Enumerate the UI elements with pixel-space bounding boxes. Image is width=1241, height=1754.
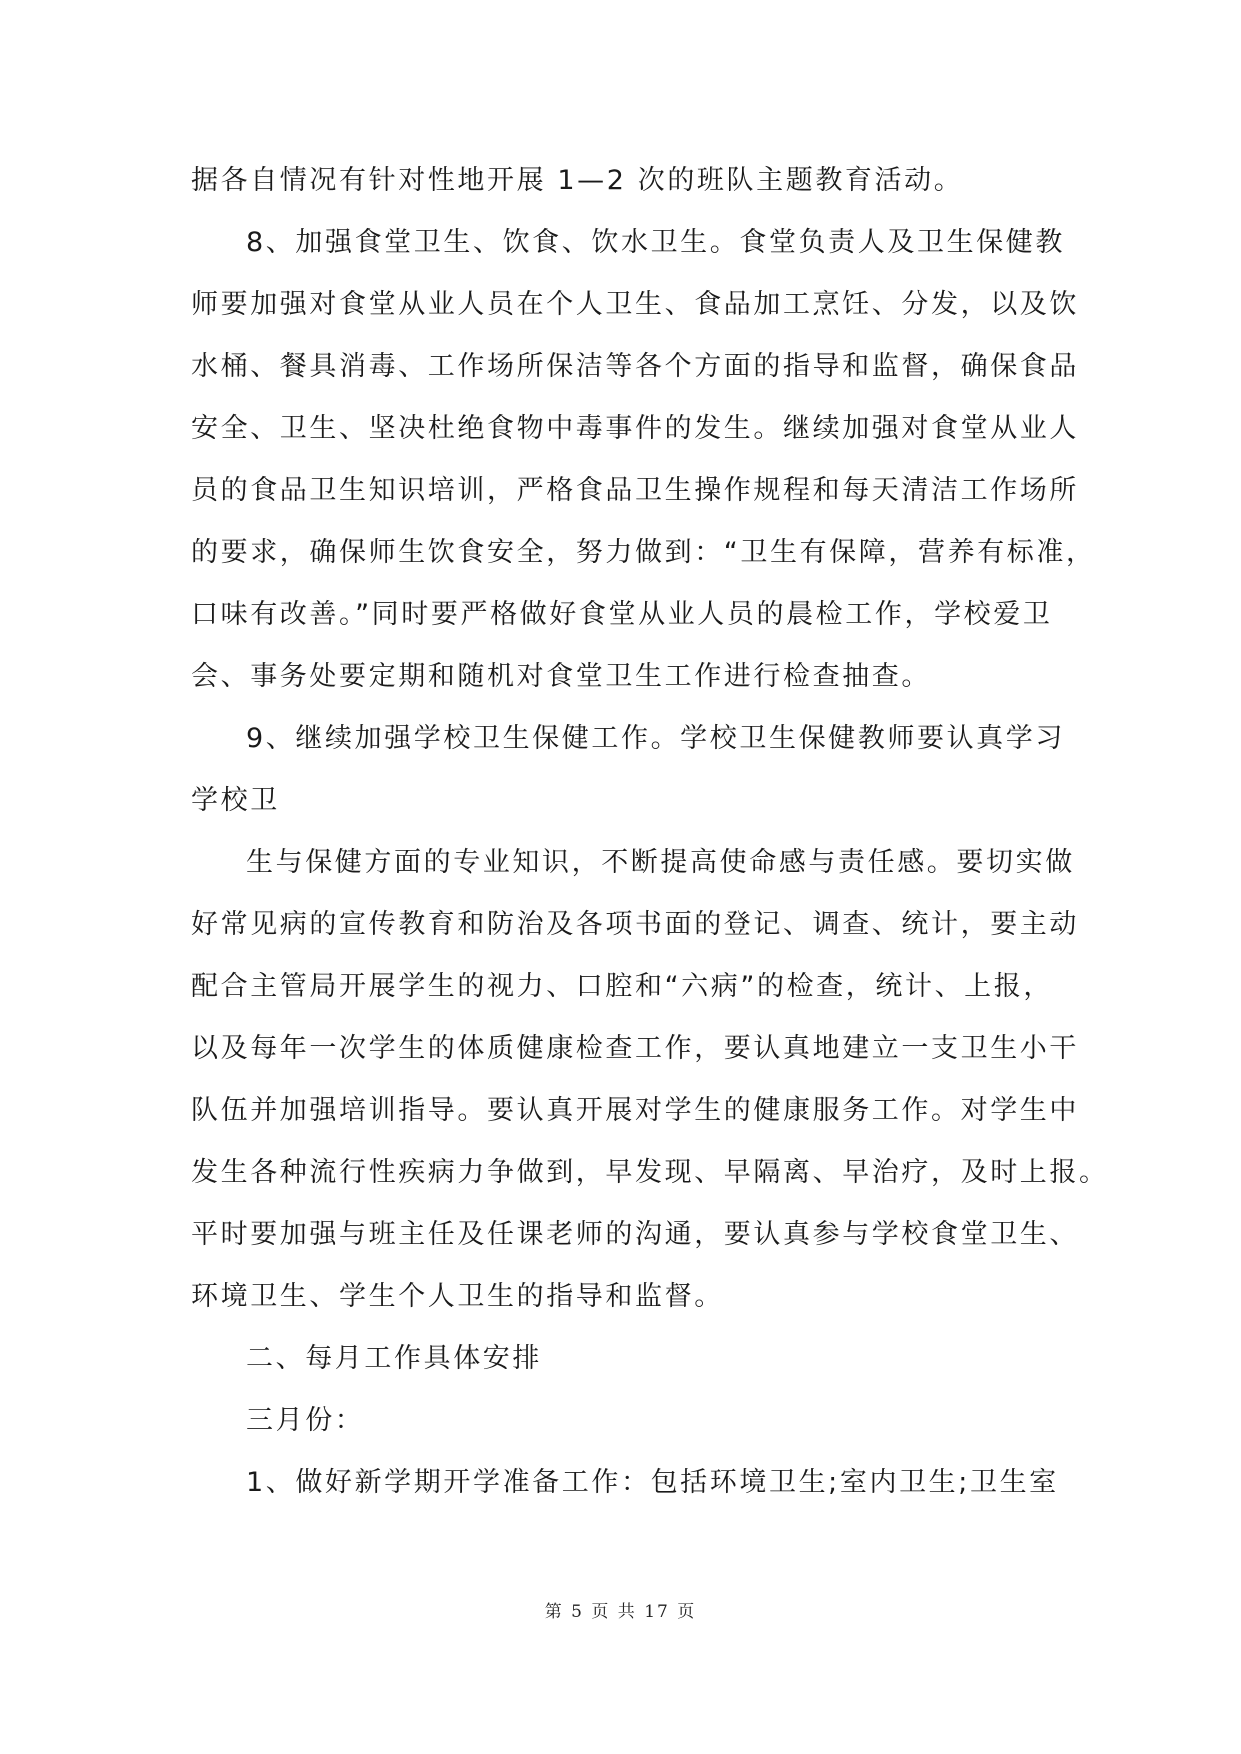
text-line: 好常见病的宣传教育和防治及各项书面的登记、调查、统计，要主动: [191, 909, 1079, 940]
text-line: 环境卫生、学生个人卫生的指导和监督。: [191, 1281, 724, 1312]
text-line: 配合主管局开展学生的视力、口腔和“六病”的检查，统计、上报，: [191, 971, 1053, 1002]
text-line: 的要求，确保师生饮食安全，努力做到：“卫生有保障，营养有标准，: [191, 537, 1096, 568]
text-line: 据各自情况有针对性地开展 1—2 次的班队主题教育活动。: [191, 165, 964, 196]
text-line: 8、加强食堂卫生、饮食、饮水卫生。食堂负责人及卫生保健教: [246, 227, 1065, 258]
text-line: 队伍并加强培训指导。要认真开展对学生的健康服务工作。对学生中: [191, 1095, 1079, 1126]
text-line: 员的食品卫生知识培训，严格食品卫生操作规程和每天清洁工作场所: [191, 475, 1079, 506]
text-line: 安全、卫生、坚决杜绝食物中毒事件的发生。继续加强对食堂从业人: [191, 413, 1079, 444]
text-line: 以及每年一次学生的体质健康检查工作，要认真地建立一支卫生小干: [191, 1033, 1079, 1064]
text-line: 9、继续加强学校卫生保健工作。学校卫生保健教师要认真学习: [246, 723, 1065, 754]
text-line: 二、每月工作具体安排: [246, 1343, 542, 1374]
text-line: 平时要加强与班主任及任课老师的沟通，要认真参与学校食堂卫生、: [191, 1219, 1079, 1250]
text-line: 发生各种流行性疾病力争做到，早发现、早隔离、早治疗，及时上报。: [191, 1157, 1109, 1188]
page-number-footer: 第 5 页 共 17 页: [544, 1602, 697, 1622]
text-line: 水桶、餐具消毒、工作场所保洁等各个方面的指导和监督，确保食品: [191, 351, 1079, 382]
text-line: 口味有改善。”同时要严格做好食堂从业人员的晨检工作，学校爱卫: [191, 599, 1053, 630]
text-line: 会、事务处要定期和随机对食堂卫生工作进行检查抽查。: [191, 661, 931, 692]
text-line: 1、做好新学期开学准备工作：包括环境卫生;室内卫生;卫生室: [246, 1467, 1059, 1498]
document-body: [191, 150, 1109, 1514]
text-line: 生与保健方面的专业知识，不断提高使命感与责任感。要切实做: [246, 847, 1075, 878]
text-line: 师要加强对食堂从业人员在个人卫生、食品加工烹饪、分发，以及饮: [191, 289, 1079, 320]
text-line: 三月份：: [246, 1405, 365, 1436]
text-line: 学校卫: [191, 785, 280, 816]
